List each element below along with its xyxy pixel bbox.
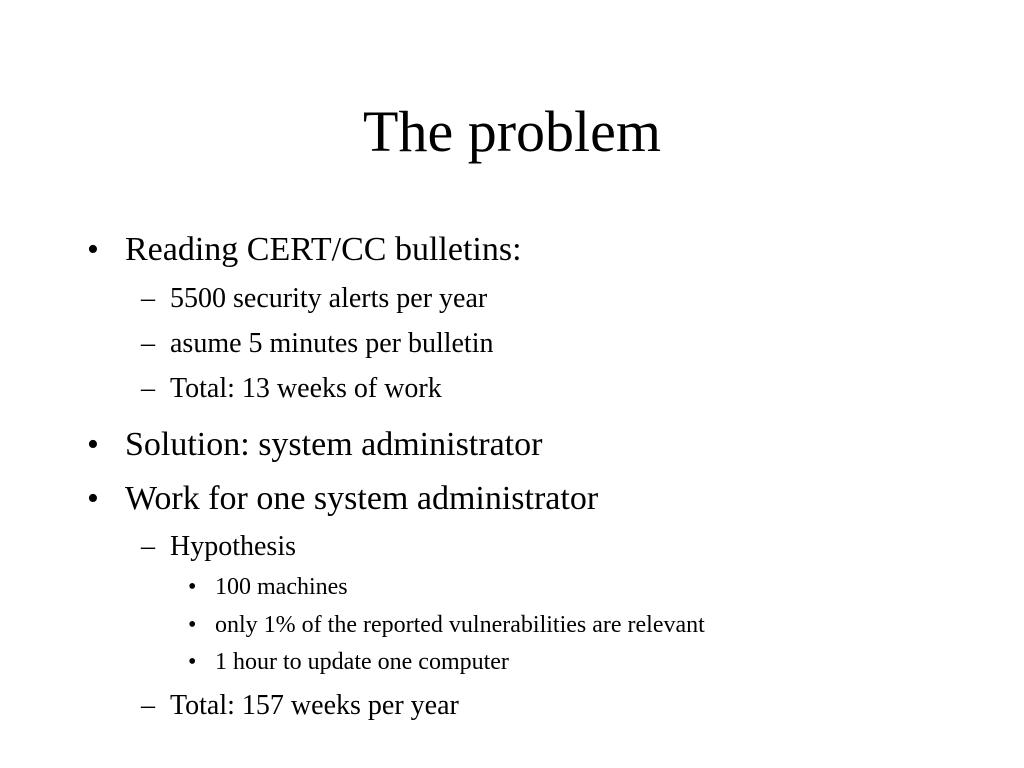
dash-marker: – [141,690,155,721]
bullet-text: Work for one system administrator [125,480,599,517]
sub-sub-bullet-text: only 1% of the reported vulnerabilities are relevant [215,612,705,638]
bullet-marker: • [188,612,197,638]
bullet-text: Solution: system administrator [125,426,543,463]
sub-bullet-text: asume 5 minutes per bulletin [170,328,494,359]
slide-title: The problem [363,99,661,164]
dash-marker: – [141,373,155,404]
dash-marker: – [141,328,155,359]
sub-bullet-text: Total: 13 weeks of work [170,373,442,404]
dash-marker: – [141,283,155,314]
bullet-marker: • [87,231,99,268]
dash-marker: – [141,531,155,562]
bullet-text: Reading CERT/CC bulletins: [125,231,522,268]
sub-bullet-text: Hypothesis [170,531,296,562]
sub-sub-bullet-text: 100 machines [215,574,348,600]
sub-bullet-text: Total: 157 weeks per year [170,690,459,721]
bullet-marker: • [87,480,99,517]
sub-bullet-text: 5500 security alerts per year [170,283,488,314]
sub-sub-bullet-text: 1 hour to update one computer [215,649,509,675]
bullet-marker: • [188,649,197,675]
bullet-marker: • [188,574,197,600]
bullet-marker: • [87,426,99,463]
